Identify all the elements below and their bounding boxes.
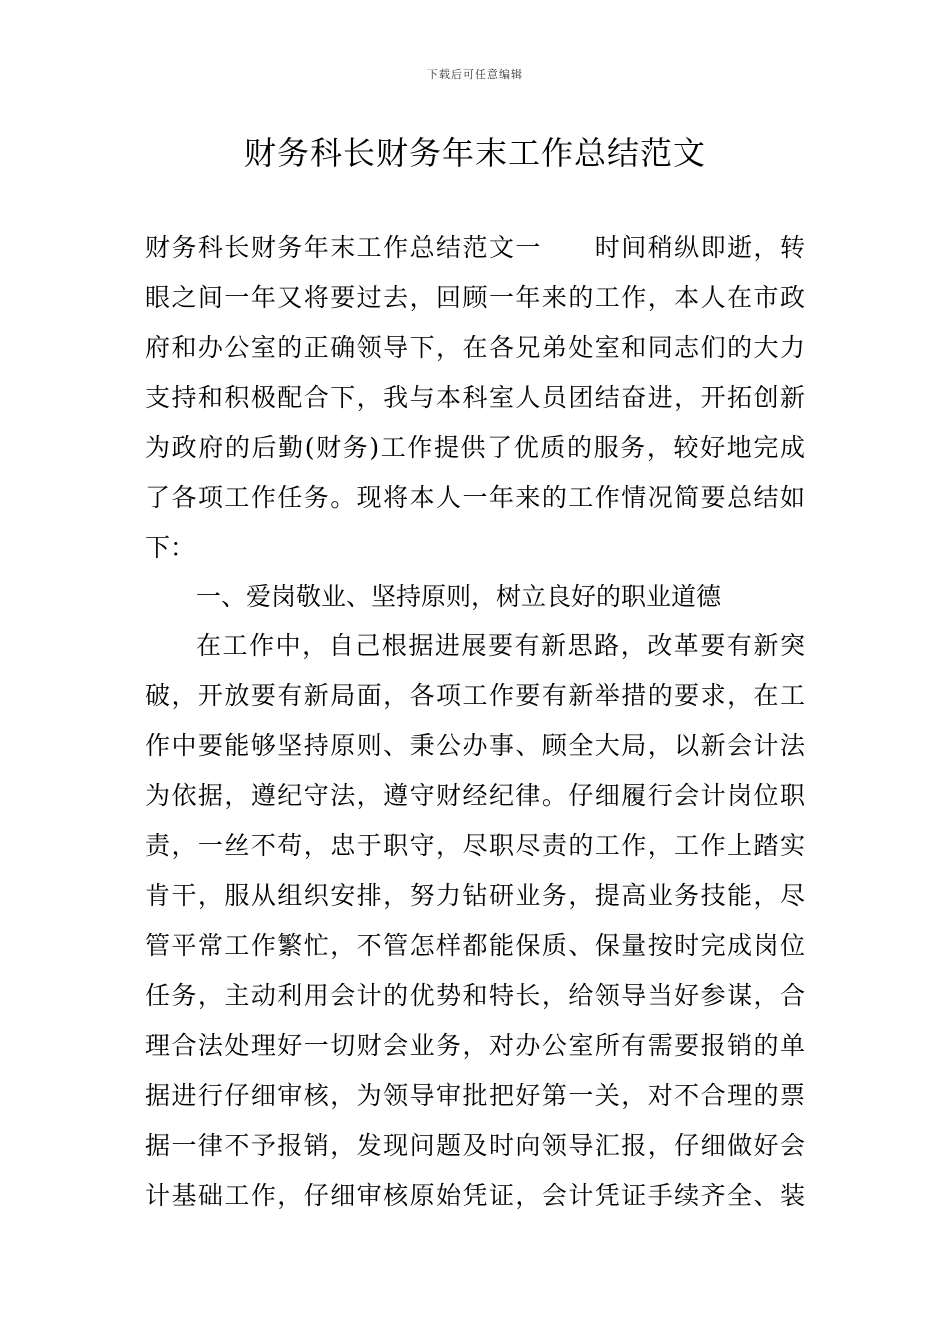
body-line: 财务科长财务年末工作总结范文一 时间稍纵即逝，转 xyxy=(145,233,805,262)
body-line: 为依据，遵纪守法，遵守财经纪律。仔细履行会计岗位职 xyxy=(145,781,805,810)
body-line: 在工作中，自己根据进展要有新思路，改革要有新突 xyxy=(196,631,805,660)
section-heading: 一、爱岗敬业、坚持原则，树立良好的职业道德 xyxy=(196,582,722,611)
body-line: 眼之间一年又将要过去，回顾一年来的工作，本人在市政 xyxy=(145,283,805,312)
body-line: 下： xyxy=(145,533,196,562)
body-line: 计基础工作，仔细审核原始凭证，会计凭证手续齐全、装 xyxy=(145,1181,805,1210)
body-line: 作中要能够坚持原则、秉公办事、顾全大局，以新会计法 xyxy=(145,731,805,760)
body-line: 肯干，服从组织安排，努力钻研业务，提高业务技能，尽 xyxy=(145,881,805,910)
body-line: 据一律不予报销，发现问题及时向领导汇报，仔细做好会 xyxy=(145,1131,805,1160)
body-line: 了各项工作任务。现将本人一年来的工作情况简要总结如 xyxy=(145,483,805,512)
body-line: 破，开放要有新局面，各项工作要有新举措的要求，在工 xyxy=(145,681,805,710)
body-line: 据进行仔细审核，为领导审批把好第一关，对不合理的票 xyxy=(145,1081,805,1110)
header-note: 下载后可任意编辑 xyxy=(427,68,523,81)
body-line: 府和办公室的正确领导下，在各兄弟处室和同志们的大力 xyxy=(145,333,805,362)
body-line: 管平常工作繁忙，不管怎样都能保质、保量按时完成岗位 xyxy=(145,931,805,960)
page-title: 财务科长财务年末工作总结范文 xyxy=(243,134,706,172)
body-line: 理合法处理好一切财会业务，对办公室所有需要报销的单 xyxy=(145,1031,805,1060)
body-line: 为政府的后勤(财务)工作提供了优质的服务，较好地完成 xyxy=(145,433,805,462)
body-line: 责，一丝不苟，忠于职守，尽职尽责的工作，工作上踏实 xyxy=(145,831,805,860)
body-line: 任务，主动利用会计的优势和特长，给领导当好参谋，合 xyxy=(145,981,805,1010)
body-line: 支持和积极配合下，我与本科室人员团结奋进，开拓创新 xyxy=(145,383,805,412)
